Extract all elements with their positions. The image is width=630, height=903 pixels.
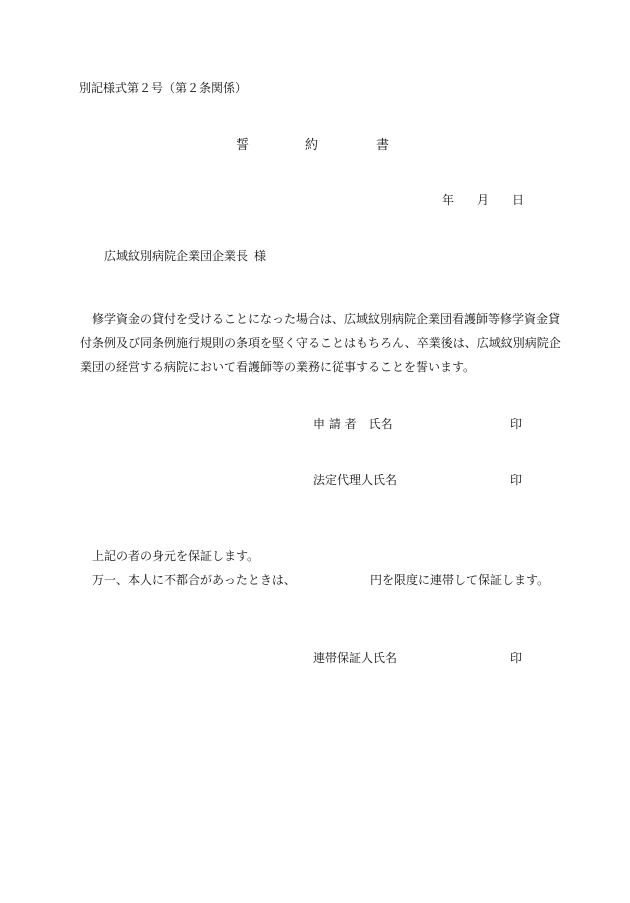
addressee-honorific: 様 — [254, 249, 267, 263]
guarantor-name-label: 連帯保証人氏名 — [313, 651, 398, 665]
date-year-label: 年 — [442, 193, 455, 207]
title-char-1: 誓 — [236, 138, 250, 153]
title-char-2: 約 — [305, 138, 319, 153]
addressee-name: 広域紋別病院企業団企業長 — [104, 249, 249, 263]
guarantee-line-2-after: 円を限度に連帯して保証します。 — [370, 573, 550, 587]
form-number: 別記様式第２号（第２条関係） — [79, 81, 248, 95]
pledge-line — [80, 313, 560, 325]
legal-rep-seal-mark: 印 — [510, 473, 523, 487]
legal-rep-name-label: 法定代理人氏名 — [313, 473, 398, 487]
date-day-label: 日 — [512, 193, 525, 207]
applicant-seal-mark: 印 — [510, 417, 523, 431]
pledge-line: 業団の経営する病院において看護師等の業務に従事することを誓います。 — [80, 360, 476, 374]
date-month-label: 月 — [477, 193, 490, 207]
guarantor-seal-mark: 印 — [510, 651, 523, 665]
title-char-3: 書 — [376, 138, 390, 153]
pledge-line: 付条例及び同条例施行規則の条項を堅く守ることはもちろん、卒業後は、広域紋別病院企 — [80, 336, 561, 350]
guarantee-line-1: 上記の者の身元を保証します。 — [92, 549, 260, 563]
pledge-line-text: 修学資金の貸付を受けることになった場合は、広域紋別病院企業団看護師等修学資金貸 — [92, 312, 561, 326]
applicant-name-label: 申 請 者 氏名 — [313, 417, 393, 431]
guarantee-line-2-before: 万一、本人に不都合があったときは、 — [92, 573, 296, 587]
